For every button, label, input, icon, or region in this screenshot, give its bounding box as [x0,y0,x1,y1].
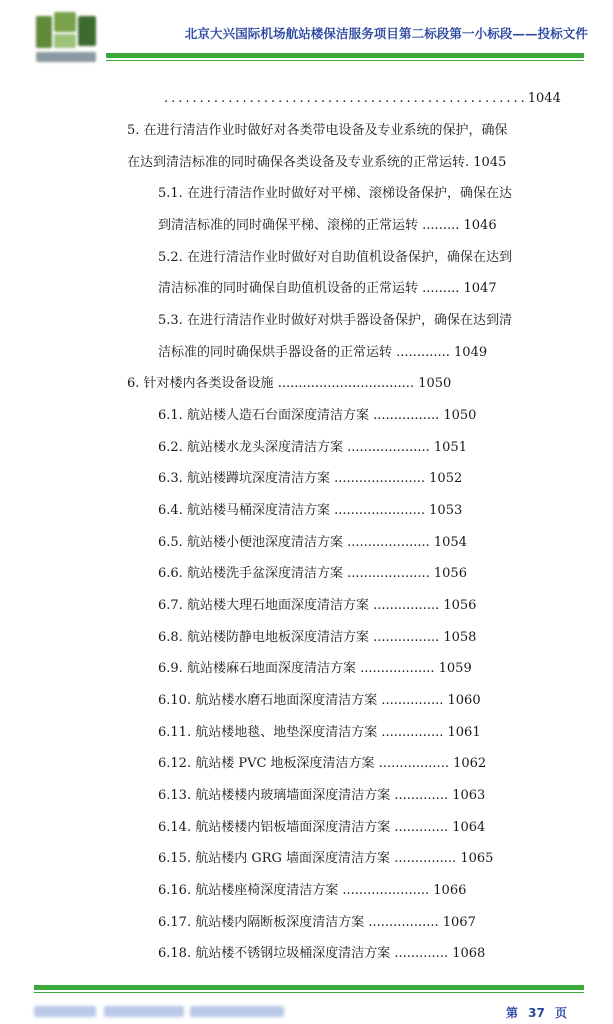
toc-line[interactable] [158,218,497,234]
toc-page-number: 1056 [433,566,467,581]
toc-page-number: 1063 [452,788,486,803]
toc-leader-dots: .................... [347,566,430,581]
toc-page-number: 1049 [454,345,488,360]
toc-line[interactable] [158,440,467,456]
toc-line-text: 6.3. 航站楼蹲坑深度清洁方案 [158,471,330,486]
footer-rule-thin [34,992,584,993]
toc-line[interactable] [158,820,485,836]
toc-line[interactable] [158,281,497,297]
toc-line[interactable] [158,630,476,646]
toc-line[interactable] [158,851,493,867]
toc-line-text: 5. 在进行清洁作业时做好对各类带电设备及专业系统的保护，确保 [127,123,508,138]
toc-line-text: 5.3. 在进行清洁作业时做好对烘手器设备保护，确保在达到清 [158,313,512,328]
footer-blurred-text [34,1006,284,1018]
toc-line-text: 5.2. 在进行清洁作业时做好对自助值机设备保护，确保在达到 [158,250,512,265]
header-title: 北京大兴国际机场航站楼保洁服务项目第二标段第一小标段——投标文件 [184,26,588,41]
toc-line[interactable] [158,725,481,741]
toc-line-text: 6.11. 航站楼地毯、地垫深度清洁方案 [158,725,378,740]
toc-leader-dots: ............... [381,693,444,708]
toc-line[interactable] [158,566,467,582]
toc-leader-dots: .................... [347,535,430,550]
toc-line[interactable] [127,376,451,392]
toc-line[interactable] [164,91,561,107]
toc-page-number: 1060 [447,693,481,708]
toc-leader-dots: ......... [422,218,460,233]
toc-leader-dots: ................ [373,408,440,423]
toc-line-text: 6.6. 航站楼洗手盆深度清洁方案 [158,566,343,581]
toc-page-number: 1044 [527,91,561,106]
toc-line-text: 6.8. 航站楼防静电地板深度清洁方案 [158,630,369,645]
toc-line-text: 6.10. 航站楼水磨石地面深度清洁方案 [158,693,378,708]
toc-line[interactable] [158,186,512,202]
footer-rule [34,985,584,990]
toc-page-number: 1050 [443,408,477,423]
toc-line[interactable] [127,123,508,139]
toc-line-text: 6.9. 航站楼麻石地面深度清洁方案 [158,661,356,676]
toc-line-text: 到清洁标准的同时确保平梯、滚梯的正常运转 [158,218,419,233]
toc-page-number: 1045 [473,155,507,170]
toc-page-number: 1046 [463,218,497,233]
toc-line[interactable] [158,946,485,962]
toc-leader-dots: . [465,155,474,170]
toc-line[interactable] [158,883,466,899]
toc-leader-dots: ............. [396,345,450,360]
toc-line[interactable] [158,788,485,804]
toc-line[interactable] [127,155,506,171]
toc-leader-dots: ............. [394,788,449,803]
toc-page-number: 1054 [433,535,467,550]
toc-leader-dots: ................................. [277,376,415,391]
toc-line[interactable] [158,693,481,709]
toc-line-text: 6.14. 航站楼楼内铝板墙面深度清洁方案 [158,820,391,835]
company-logo [34,12,100,70]
toc-line[interactable] [158,313,512,329]
toc-leader-dots: ................ [373,598,440,613]
toc-leader-dots: ............... [394,851,457,866]
toc-leader-dots: ................................................... [164,91,528,106]
toc-line[interactable] [158,915,476,931]
toc-line-text: 5.1. 在进行清洁作业时做好对平梯、滚梯设备保护，确保在达 [158,186,512,201]
toc-line[interactable] [158,503,462,519]
toc-line-text: 6.2. 航站楼水龙头深度清洁方案 [158,440,343,455]
toc-line[interactable] [158,250,512,266]
toc-line-text: 6.17. 航站楼内隔断板深度清洁方案 [158,915,365,930]
toc-line[interactable] [158,535,467,551]
toc-leader-dots: ................. [368,915,439,930]
toc-line-text: 6. 针对楼内各类设备设施 [127,376,274,391]
toc-page-number: 1067 [442,915,476,930]
toc-page-number: 1064 [452,820,486,835]
toc-page-number: 1061 [447,725,481,740]
toc-line-text: 清洁标准的同时确保自助值机设备的正常运转 [158,281,419,296]
toc-page-number: 1065 [460,851,494,866]
toc-leader-dots: ...................... [334,503,426,518]
toc-line-text: 6.12. 航站楼 PVC 地板深度清洁方案 [158,756,375,771]
toc-page-number: 1053 [429,503,463,518]
toc-leader-dots: ............... [381,725,444,740]
toc-page-number: 1066 [433,883,467,898]
toc-page-number: 1047 [463,281,497,296]
toc-page-number: 1059 [438,661,472,676]
toc-leader-dots: ............. [394,946,449,961]
toc-line-text: 6.13. 航站楼楼内玻璃墙面深度清洁方案 [158,788,391,803]
toc-leader-dots: ......... [422,281,460,296]
toc-line[interactable] [158,756,486,772]
toc-leader-dots: ............. [394,820,449,835]
toc-line-text: 6.7. 航站楼大理石地面深度清洁方案 [158,598,369,613]
toc-line-text: 6.4. 航站楼马桶深度清洁方案 [158,503,330,518]
toc-line[interactable] [158,661,472,677]
toc-leader-dots: ................ [373,630,440,645]
header-rule [106,53,584,58]
toc-leader-dots: .................... [347,440,430,455]
toc-page-number: 1051 [433,440,467,455]
toc-page-number: 1068 [452,946,486,961]
toc-line-text: 洁标准的同时确保烘手器设备的正常运转 [158,345,393,360]
toc-line[interactable] [158,598,476,614]
toc-line[interactable] [158,471,462,487]
toc-line-text: 6.1. 航站楼人造石台面深度清洁方案 [158,408,369,423]
toc-leader-dots: ..................... [342,883,430,898]
toc-page-number: 1056 [443,598,477,613]
toc-line[interactable] [158,408,476,424]
toc-line-text: 6.5. 航站楼小便池深度清洁方案 [158,535,343,550]
toc-line-text: 在达到清洁标准的同时确保各类设备及专业系统的正常运转 [127,155,466,170]
toc-leader-dots: ...................... [334,471,426,486]
page-number: 第 37 页 [506,1006,568,1020]
toc-leader-dots: ................. [378,756,449,771]
toc-line-text: 6.18. 航站楼不锈钢垃圾桶深度清洁方案 [158,946,391,961]
toc-line[interactable] [158,345,487,361]
toc-leader-dots: .................. [360,661,435,676]
header-rule-thin [106,60,584,61]
toc-page-number: 1062 [453,756,487,771]
toc-line-text: 6.15. 航站楼内 GRG 墙面深度清洁方案 [158,851,391,866]
toc-page-number: 1058 [443,630,477,645]
toc-line-text: 6.16. 航站楼座椅深度清洁方案 [158,883,339,898]
toc-page-number: 1050 [418,376,452,391]
toc-page-number: 1052 [429,471,463,486]
